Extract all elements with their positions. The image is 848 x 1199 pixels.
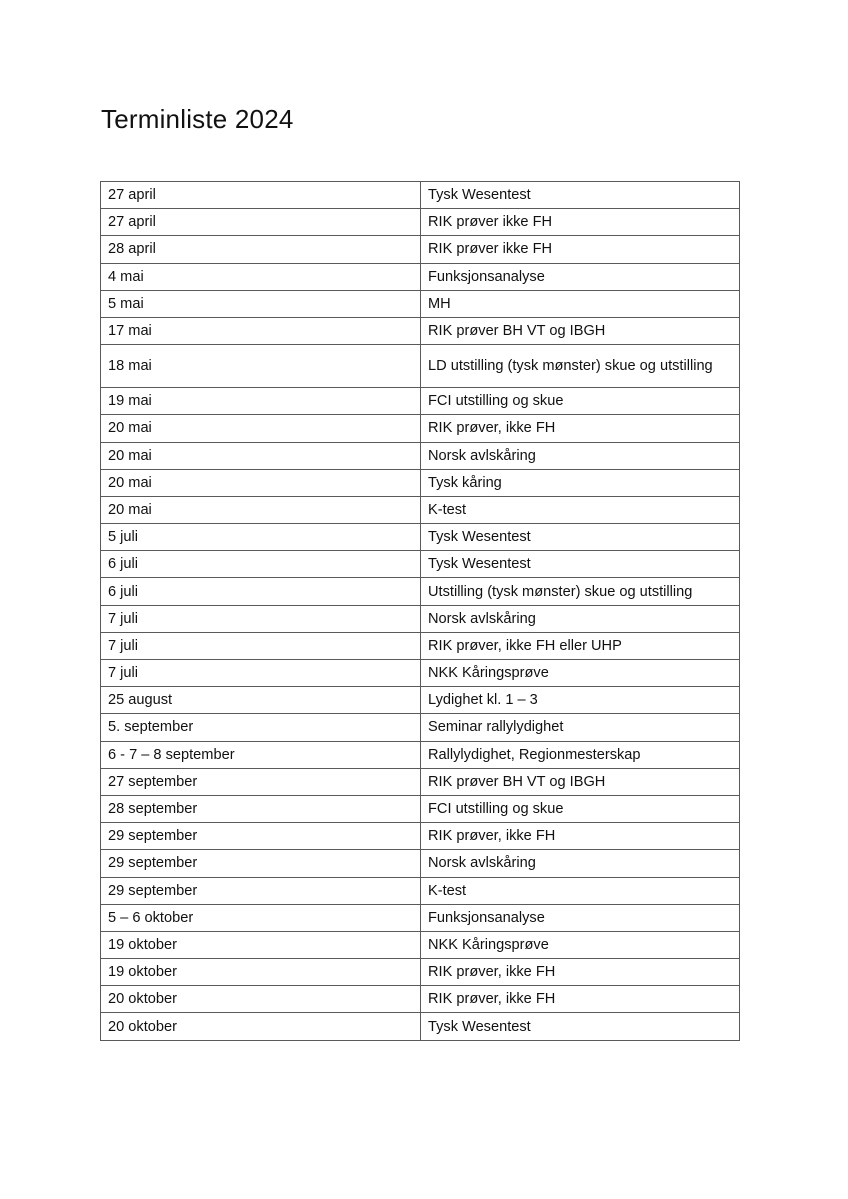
event-cell: Norsk avlskåring [421,442,740,469]
event-cell: RIK prøver, ikke FH [421,823,740,850]
event-cell: RIK prøver BH VT og IBGH [421,768,740,795]
event-cell: RIK prøver, ikke FH eller UHP [421,632,740,659]
table-row [101,850,740,877]
date-cell: 27 september [101,768,421,795]
event-cell: RIK prøver, ikke FH [421,415,740,442]
table-row [101,469,740,496]
event-cell: FCI utstilling og skue [421,795,740,822]
table-row [101,605,740,632]
event-cell: Tysk Wesentest [421,1013,740,1040]
date-cell: 7 juli [101,660,421,687]
table-row [101,182,740,209]
table-row [101,687,740,714]
date-cell: 20 mai [101,415,421,442]
date-cell: 5 juli [101,524,421,551]
event-cell: Seminar rallylydighet [421,714,740,741]
date-cell: 27 april [101,209,421,236]
event-cell: LD utstilling (tysk mønster) skue og utstilling [421,345,740,388]
date-cell: 7 juli [101,632,421,659]
table-row [101,904,740,931]
schedule-table [100,181,740,1041]
date-cell: 5 mai [101,290,421,317]
table-row [101,290,740,317]
date-cell: 5. september [101,714,421,741]
schedule-table-body [101,182,740,1041]
table-row [101,877,740,904]
date-cell: 6 - 7 – 8 september [101,741,421,768]
event-cell: NKK Kåringsprøve [421,660,740,687]
date-cell: 20 mai [101,469,421,496]
event-cell: RIK prøver ikke FH [421,209,740,236]
event-cell: Tysk Wesentest [421,524,740,551]
date-cell: 18 mai [101,345,421,388]
date-cell: 6 juli [101,551,421,578]
table-row [101,931,740,958]
table-row [101,823,740,850]
table-row [101,1013,740,1040]
table-row [101,714,740,741]
page-title: Terminliste 2024 [101,104,294,134]
date-cell: 20 mai [101,442,421,469]
event-cell: Norsk avlskåring [421,850,740,877]
table-row [101,209,740,236]
date-cell: 7 juli [101,605,421,632]
table-row [101,551,740,578]
table-row [101,415,740,442]
table-row [101,986,740,1013]
table-row [101,578,740,605]
date-cell: 4 mai [101,263,421,290]
table-row [101,442,740,469]
event-cell: RIK prøver, ikke FH [421,959,740,986]
table-row [101,768,740,795]
event-cell: RIK prøver ikke FH [421,236,740,263]
date-cell: 29 september [101,823,421,850]
table-row [101,236,740,263]
table-row [101,496,740,523]
event-cell: Funksjonsanalyse [421,263,740,290]
date-cell: 25 august [101,687,421,714]
event-cell: Tysk kåring [421,469,740,496]
date-cell: 28 april [101,236,421,263]
table-row [101,632,740,659]
date-cell: 6 juli [101,578,421,605]
event-cell: K-test [421,877,740,904]
table-row [101,660,740,687]
table-row [101,345,740,388]
table-row [101,741,740,768]
date-cell: 5 – 6 oktober [101,904,421,931]
event-cell: MH [421,290,740,317]
date-cell: 20 mai [101,496,421,523]
date-cell: 17 mai [101,317,421,344]
event-cell: RIK prøver, ikke FH [421,986,740,1013]
event-cell: Funksjonsanalyse [421,904,740,931]
event-cell: RIK prøver BH VT og IBGH [421,317,740,344]
table-row [101,524,740,551]
event-cell: K-test [421,496,740,523]
date-cell: 19 oktober [101,931,421,958]
date-cell: 28 september [101,795,421,822]
event-cell: FCI utstilling og skue [421,388,740,415]
event-cell: Rallylydighet, Regionmesterskap [421,741,740,768]
table-row [101,959,740,986]
date-cell: 20 oktober [101,986,421,1013]
date-cell: 19 oktober [101,959,421,986]
event-cell: Tysk Wesentest [421,551,740,578]
event-cell: Utstilling (tysk mønster) skue og utstilling [421,578,740,605]
event-cell: NKK Kåringsprøve [421,931,740,958]
table-row [101,388,740,415]
date-cell: 20 oktober [101,1013,421,1040]
table-row [101,795,740,822]
table-row [101,263,740,290]
event-cell: Norsk avlskåring [421,605,740,632]
event-cell: Tysk Wesentest [421,182,740,209]
date-cell: 19 mai [101,388,421,415]
event-cell: Lydighet kl. 1 – 3 [421,687,740,714]
date-cell: 29 september [101,877,421,904]
date-cell: 27 april [101,182,421,209]
date-cell: 29 september [101,850,421,877]
table-row [101,317,740,344]
